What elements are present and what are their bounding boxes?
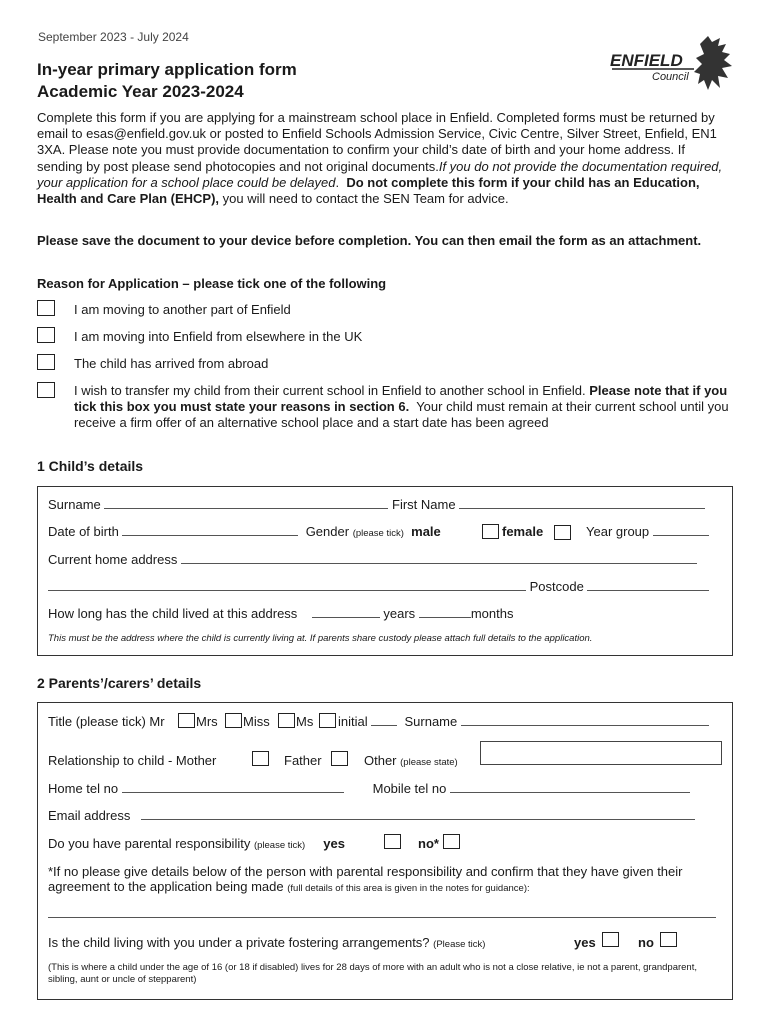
address-field-1[interactable] xyxy=(181,554,697,564)
year-group-field[interactable] xyxy=(653,526,709,536)
home-tel-label: Home tel no xyxy=(48,781,119,796)
how-long-row xyxy=(48,606,513,621)
section-2-heading: 2 Parents’/carers’ details xyxy=(37,675,202,691)
fostering-yes-label: yes xyxy=(574,935,596,950)
responsibility-no-checkbox[interactable] xyxy=(443,834,460,849)
dob-row xyxy=(48,524,441,539)
page-title xyxy=(37,59,297,103)
fostering-label: Is the child living with you under a private fostering arrangements? xyxy=(48,935,430,950)
option-4-bold: Please note that if you tick this box you must state your reasons in section 6. xyxy=(74,383,728,414)
reason-option-2: I am moving into Enfield from elsewhere in the UK xyxy=(74,329,363,344)
initial-label: initial xyxy=(338,714,368,729)
option-4-end: Your child must remain at their current school until you receive a firm offer of an alternative school place and a start date has been agreed xyxy=(74,399,729,430)
if-no-text xyxy=(48,864,724,896)
dob-field[interactable] xyxy=(122,526,298,536)
parent-surname-field[interactable] xyxy=(461,716,709,726)
address-row xyxy=(48,552,697,567)
responsibility-please-tick: (please tick) xyxy=(253,840,306,851)
years-field[interactable] xyxy=(312,608,380,618)
postcode-row xyxy=(48,579,709,594)
surname-field[interactable] xyxy=(104,499,388,509)
year-group-row xyxy=(586,524,709,539)
address-label: Current home address xyxy=(48,552,178,567)
postcode-label: Postcode xyxy=(529,579,584,594)
intro-end: you will need to contact the SEN Team for advice. xyxy=(219,191,509,207)
parent-surname-label: Surname xyxy=(404,714,458,729)
first-name-field[interactable] xyxy=(459,499,705,509)
postcode-field[interactable] xyxy=(587,581,709,591)
title-label: Title (please tick) Mr xyxy=(48,714,165,729)
relationship-label: Relationship to child - Mother xyxy=(48,753,217,768)
address-note: This must be the address where the child is currently living at. If parents share custody please attach full details to the application. xyxy=(48,633,593,644)
father-checkbox[interactable] xyxy=(331,751,348,766)
title-line-2: Academic Year 2023-2024 xyxy=(37,82,244,101)
initial-field[interactable] xyxy=(371,716,397,726)
female-label: female xyxy=(502,524,544,539)
years-label: years xyxy=(383,606,416,621)
home-tel-row xyxy=(48,781,690,796)
save-note: Please save the document to your device before completion. You can then email the form as an attachment. xyxy=(37,233,702,248)
section-1-heading: 1 Child’s details xyxy=(37,458,144,474)
intro-bold: Do not complete this form if your child has an Education, Health and Care Plan (EHCP), xyxy=(37,174,700,207)
female-checkbox[interactable] xyxy=(554,525,571,540)
intro-paragraph xyxy=(37,110,727,207)
reason-checkbox-1[interactable] xyxy=(37,300,55,316)
mobile-tel-field[interactable] xyxy=(450,783,690,793)
other-row xyxy=(364,753,458,768)
if-no-details-line[interactable] xyxy=(48,917,716,918)
reason-checkbox-4[interactable] xyxy=(37,382,55,398)
mrs-label: Mrs xyxy=(196,714,218,729)
surname-row xyxy=(48,497,705,512)
other-relationship-input[interactable] xyxy=(480,741,722,765)
ms-label: Ms xyxy=(296,714,314,729)
if-no-small: (full details of this area is given in the notes for guidance): xyxy=(287,883,530,894)
option-4-text: I wish to transfer my child from their current school in Enfield to another school in Enfield. xyxy=(74,383,586,398)
reason-checkbox-2[interactable] xyxy=(37,327,55,343)
parents-details-box xyxy=(37,702,733,1000)
responsibility-yes-checkbox[interactable] xyxy=(384,834,401,849)
miss-label: Miss xyxy=(243,714,270,729)
if-no-main: *If no please give details below of the person with parental responsibility and confirm that they have given their agreement to the application being made xyxy=(48,864,683,894)
fostering-no-label: no xyxy=(638,935,654,950)
responsibility-label: Do you have parental responsibility xyxy=(48,836,251,851)
fostering-row xyxy=(48,935,485,950)
intro-period: . xyxy=(335,174,340,190)
gender-label: Gender xyxy=(305,524,350,539)
mrs-checkbox[interactable] xyxy=(225,713,242,728)
title-line-1: In-year primary application form xyxy=(37,60,297,79)
fostering-please-tick: (Please tick) xyxy=(433,939,486,950)
logo-subtext: Council xyxy=(652,71,689,83)
reason-heading: Reason for Application – please tick one of the following xyxy=(37,276,387,291)
gender-please-tick: (please tick) xyxy=(352,528,404,539)
responsibility-row xyxy=(48,836,345,851)
mother-checkbox[interactable] xyxy=(252,751,269,766)
address-field-2[interactable] xyxy=(48,581,526,591)
reason-checkbox-3[interactable] xyxy=(37,354,55,370)
intro-italic: If you do not provide the documentation required, your application for a school place could be delayed xyxy=(37,158,723,190)
intro-text: Complete this form if you are applying for a mainstream school place in Enfield. Completed forms must be returned by email to esas@enfield.gov.uk or posted to Enfield Schools Admission Service, Civic Centre, Silver Street, Enfield, EN1 3XA. Please note you must provide documentation to confirm your child’s date of birth and your home address. If sending by post please send photocopies and not original documents. xyxy=(37,110,717,174)
responsibility-yes-label: yes xyxy=(323,836,345,851)
email-label: Email address xyxy=(48,808,131,823)
male-label: male xyxy=(411,524,441,539)
reason-option-3: The child has arrived from abroad xyxy=(74,356,269,371)
mr-checkbox[interactable] xyxy=(178,713,195,728)
first-name-label: First Name xyxy=(392,497,456,512)
reason-option-4 xyxy=(74,383,729,431)
enfield-council-logo xyxy=(608,34,738,96)
email-row xyxy=(48,808,695,823)
fostering-note: (This is where a child under the age of 16 (or 18 if disabled) lives for 28 days of more with an adult who is not a close relative, ie not a parent, grandparent, sibling, aunt or uncle of stepparent) xyxy=(48,962,697,985)
email-field[interactable] xyxy=(141,810,695,820)
logo-text: ENFIELD xyxy=(610,51,683,70)
surname-label: Surname xyxy=(48,497,101,512)
ms-checkbox[interactable] xyxy=(319,713,336,728)
mobile-tel-label: Mobile tel no xyxy=(372,781,447,796)
other-label: Other xyxy=(364,753,397,768)
home-tel-field[interactable] xyxy=(122,783,344,793)
dob-label: Date of birth xyxy=(48,524,119,539)
male-checkbox[interactable] xyxy=(482,524,499,539)
miss-checkbox[interactable] xyxy=(278,713,295,728)
fostering-yes-checkbox[interactable] xyxy=(602,932,619,947)
date-range: September 2023 - July 2024 xyxy=(38,30,189,44)
initial-row xyxy=(338,714,709,729)
dragon-icon xyxy=(694,36,732,90)
months-field[interactable] xyxy=(419,608,471,618)
fostering-no-checkbox[interactable] xyxy=(660,932,677,947)
child-details-box xyxy=(37,486,733,656)
father-label: Father xyxy=(284,753,322,768)
year-group-label: Year group xyxy=(586,524,650,539)
how-long-label: How long has the child lived at this address xyxy=(48,606,298,621)
months-label: months xyxy=(470,606,514,621)
please-state-label: (please state) xyxy=(400,757,458,768)
responsibility-no-label: no* xyxy=(418,836,439,851)
reason-option-1: I am moving to another part of Enfield xyxy=(74,302,291,317)
